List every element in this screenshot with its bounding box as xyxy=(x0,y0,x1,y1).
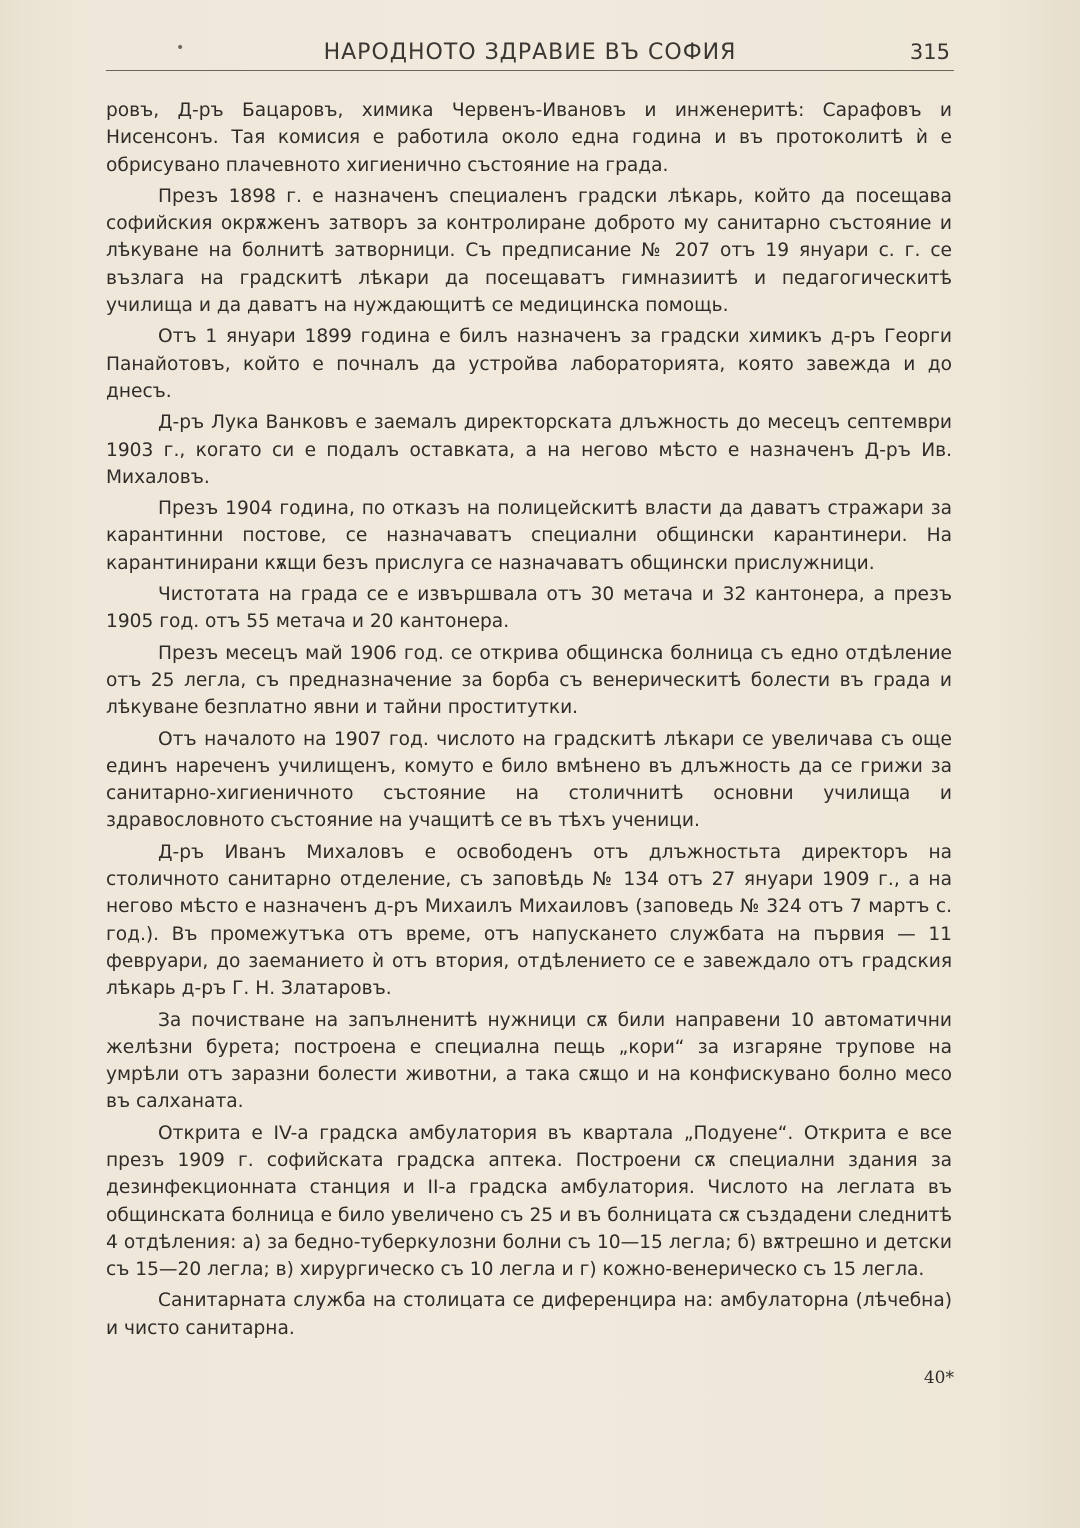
running-head xyxy=(106,36,954,71)
page-mark: • xyxy=(176,40,185,56)
paragraph-9: Д-ръ Иванъ Михаловъ е освободенъ отъ длъжностьта директоръ на столичното санитарно отделение, съ заповѣдь № 134 отъ 27 януари 1909 г., а на негово мѣсто е назначенъ д-ръ Михаилъ Михаиловъ (заповедь № 324 отъ 7 мартъ с. год.). Въ промежутъка отъ време, отъ напускането службата на първия — 11 февруари, до заеманието ѝ отъ втория, отдѣлението се е завеждало отъ градския лѣкарь д-ръ Г. Н. Златаровъ. xyxy=(106,841,952,1000)
paragraph-4: Д-ръ Лука Ванковъ е заемалъ директорската длъжность до месецъ септември 1903 г., когато си е подалъ оставката, а на негово мѣсто е назначенъ Д-ръ Ив. Михаловъ. xyxy=(106,412,952,488)
paragraph-7: Презъ месецъ май 1906 год. се открива общинска болница съ едно отдѣление отъ 25 легла, съ предназначение за борба съ венерическитѣ болести въ града и лѣкуване безплатно явни и тайни проститутки. xyxy=(106,642,952,719)
printer-signature: 40* xyxy=(923,1368,954,1388)
paragraph-11: Открита е IV-а градска амбулатория въ квартала „Подуене“. Открита е все презъ 1909 г. софийската градска аптека. Построени сѫ специални здания за дезинфекционната станция и II-а градска амбулатория. Числото на леглата въ общинската болница е било увеличено съ 25 и въ болницата сѫ създадени следнитѣ 4 отдѣления: а) за бедно-туберкулозни болни съ 10—15 легла; б) вѫтрешно и детски съ 15—20 легла; в) хирургическо съ 10 легла и г) кожно-венерическо съ 15 легла. xyxy=(106,1122,952,1281)
body-text xyxy=(106,97,952,1346)
paragraph-5: Презъ 1904 година, по отказъ на полицейскитѣ власти да даватъ стражари за карантинни постове, се назначаватъ специални общински карантинери. На карантинирани кѫщи безъ прислуга се назначаватъ общински прислужници. xyxy=(106,498,952,574)
paragraph-2: Презъ 1898 г. е назначенъ специаленъ градски лѣкарь, който да посещава софийския окрѫженъ затворъ за контролиране доброто му санитарно състояние и лѣкуване на болнитѣ затворници. Съ предписание № 207 отъ 19 януари с. г. се възлага на градскитѣ лѣкари да посещаватъ гимназиитѣ и педагогическитѣ училища и да даватъ на нуждающитѣ се медицинска помощь. xyxy=(106,185,952,317)
paragraph-10: За почистване на запълненитѣ нужници сѫ били направени 10 автоматични желѣзни бурета; построена е специална пещь „кори“ за изгаряне трупове на умрѣли отъ заразни болести животни, а така сѫщо и на конфискувано болно месо въ салханата. xyxy=(106,1009,952,1113)
paragraph-8: Отъ началото на 1907 год. числото на градскитѣ лѣкари се увеличава съ още единъ нареченъ училищенъ, комуто е било вмѣнено въ длъжность да се грижи за санитарно-хигиеничното състояние на столичнитѣ основни училища и здравословното състояние на учащитѣ се въ тѣхъ ученици. xyxy=(106,728,952,832)
paragraph-3: Отъ 1 януари 1899 година е билъ назначенъ за градски химикъ д-ръ Георги Панайотовъ, който е почналъ да устройва лабораторията, която завежда и до днесъ. xyxy=(106,326,952,402)
paragraph-1: ровъ, Д-ръ Бацаровъ, химика Червенъ-Ивановъ и инженеритѣ: Сарафовъ и Нисенсонъ. Тая комисия е работила около една година и въ протоколитѣ ѝ е обрисувано плачевното хигиенично състояние на града. xyxy=(106,100,952,176)
page-number: 315 xyxy=(909,40,950,64)
running-title: НАРОДНОТО ЗДРАВИЕ ВЪ СОФИЯ xyxy=(323,40,737,65)
paragraph-6: Чистотата на града се е извършвала отъ 30 метача и 32 кантонера, а презъ 1905 год. отъ 55 метача и 20 кантонера. xyxy=(106,584,952,633)
paragraph-12: Санитарната служба на столицата се диференцира на: амбулаторна (лѣчебна) и чисто санитарна. xyxy=(106,1290,952,1339)
